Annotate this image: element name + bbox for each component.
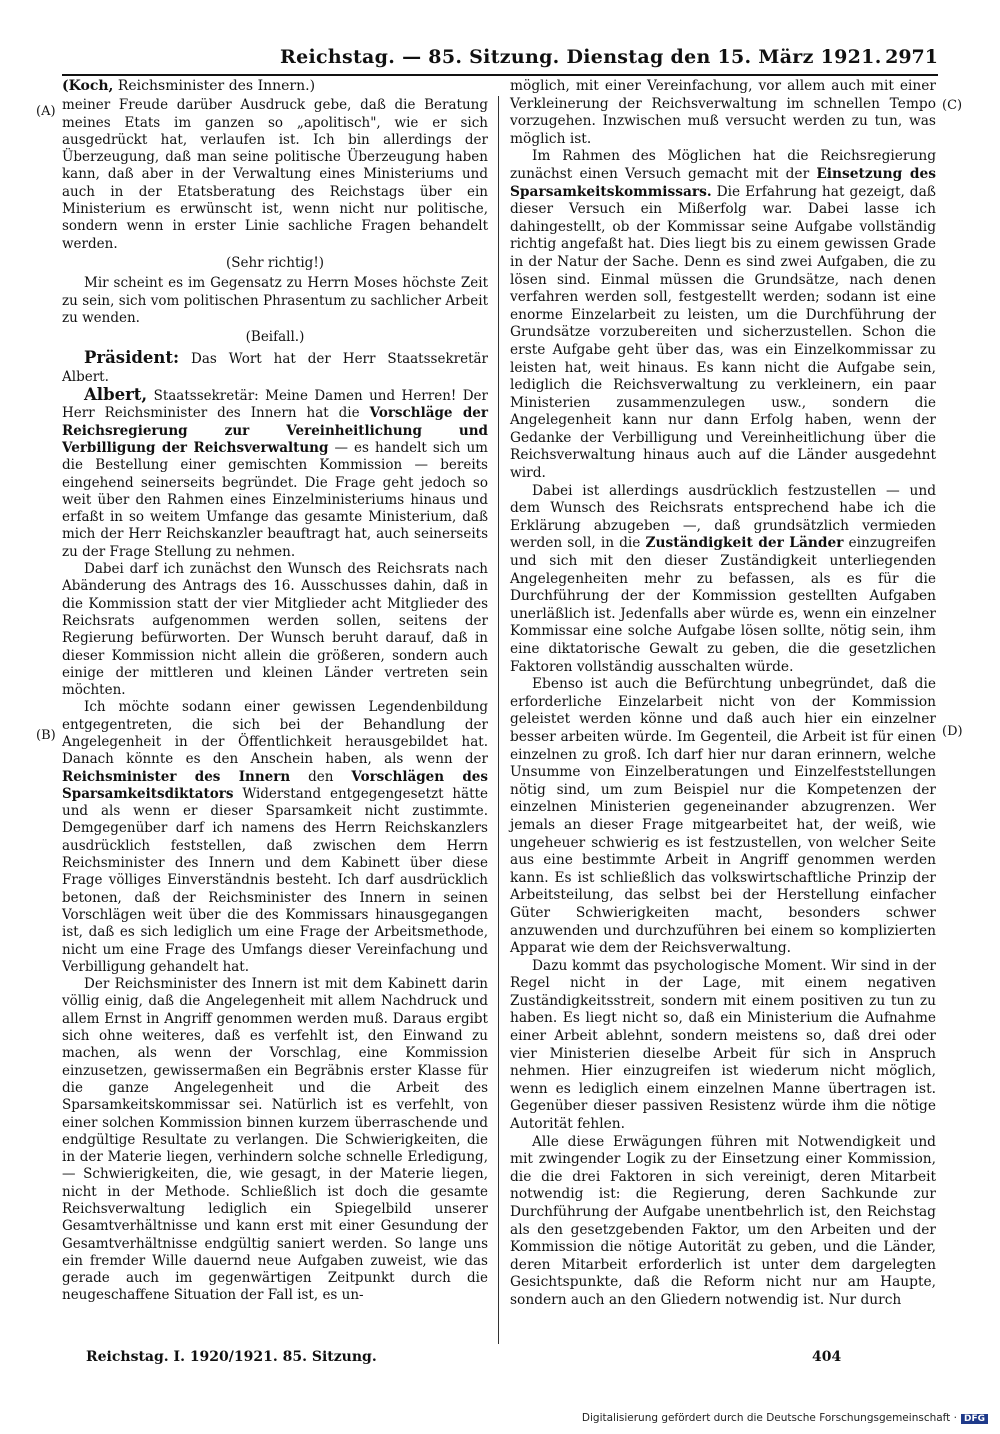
margin-marker-c: (C) (942, 98, 963, 113)
margin-marker-d: (D) (942, 724, 963, 739)
left-column (62, 78, 488, 1305)
left-paragraph-1: meiner Freude darüber Ausdruck gebe, daß die Beratung meines Etats im ganzen so „apolitisch", wie er sich ausgedrückt hat, verlaufen ist. Ich bin allerdings der Überzeugung, daß man seine politische Überzeugung haben kann, daß aber in der Verwaltung eines Ministeriums und auch in der Etatsberatung des Reichstags über ein Ministerium es erwünscht ist, wenn nicht nur politische, sondern wenn in erster Linie sachliche Fragen behandelt werden. (62, 97, 488, 252)
left-paragraph-3: Dabei darf ich zunächst den Wunsch des Reichsrats nach Abänderung des Antrags des 16. Ausschusses dahin, daß in die Kommission statt der vier Mitglieder acht Mitglieder des Reichsrats aufgenommen werden sollen, seitens der Regierung befürworten. Der Wunsch beruht darauf, daß in dieser Kommission nicht allein die größeren, sondern auch einige der mittleren und kleinen Länder vertreten sein möchten. (62, 561, 488, 699)
albert-label: Albert, (84, 385, 148, 405)
p4-bold-1: Reichsminister des Innern (62, 768, 291, 785)
p4-text-c: Widerstand entgegengesetzt hätte und als wenn er dieser Sparsamkeit nicht zustimmte. Demgegenüber darf ich namens des Herrn Reichskanzlers ausdrücklich feststellen, daß zwischen dem Herrn Reichsminister des Innern und dem Kabinett über diese Frage völliges Einverständnis besteht. Ich darf ausdrücklich betonen, daß der Reichsminister des Innern in seinen Vorschlägen weit über die des Kommissars hinausgegangen ist, daß es sich lediglich um eine Frage der Arbeitsmethode, nicht um eine Frage des Umfangs dieser Vereinfachung und Verbilligung gehandelt hat. (62, 785, 488, 975)
left-paragraph-2: Mir scheint es im Gegensatz zu Herrn Moses höchste Zeit zu sein, sich vom politischen Phrasentum zu sachlicher Arbeit zu wenden. (62, 275, 488, 326)
margin-marker-a: (A) (36, 104, 56, 119)
dfg-credit-text: Digitalisierung gefördert durch die Deutsche Forschungsgemeinschaft · (581, 1412, 957, 1424)
column-divider (498, 96, 499, 1344)
left-paragraph-4 (62, 699, 488, 976)
header-title: Reichstag. — 85. Sitzung. Dienstag den 15. März 1921. (280, 46, 882, 68)
president-statement (62, 349, 488, 386)
r-p2-bold: Einsetzung des Sparsamkeitskommissars. (510, 165, 936, 200)
p4-text-b: den (290, 768, 352, 785)
right-paragraph-2 (510, 148, 936, 482)
right-paragraph-6: Alle diese Erwägungen führen mit Notwendigkeit und mit zwingender Logik zu der Einsetzung einer Kommission, die die drei Faktoren in sich vereinigt, deren Mitarbeit notwendig ist: die Regierung, deren Sachkunde zur Durchführung der Aufgabe unentbehrlich ist, den Reichstag als den gesetzgebenden Faktor, um den Arbeiten und der Kommission die nötige Autorität zu geben, und die Länder, deren Mitarbeit erforderlich ist unter dem dargelegten Gesichtspunkte, daß die Reform nicht nur am Haupte, sondern auch an den Gliedern notwendig ist. Nur durch (510, 1133, 936, 1308)
president-label: Präsident: (84, 348, 180, 368)
p4-bold-2: Vorschlägen des Sparsamkeitsdiktators (62, 768, 488, 802)
president-text: Das Wort hat der Herr Staatssekretär Albert. (62, 351, 488, 385)
speaker-role: Reichsminister des Innern.) (113, 78, 316, 94)
header-rule (62, 74, 938, 76)
page-number: 2971 (885, 46, 938, 68)
interjection-beifall: (Beifall.) (245, 329, 305, 346)
right-paragraph-5: Dazu kommt das psychologische Moment. Wir sind in der Regel nicht in der Lage, mit einem negativen Zuständigkeitsstreit, sondern mit einem positiven zu tun zu haben. Es liegt nicht so, daß ein Ministerium die Aufnahme einer Arbeit ablehnt, sondern meistens so, daß drei oder vier Ministerien dieselbe Arbeit für sich in Anspruch nehmen. Hier einzugreifen ist wiederum nicht möglich, wenn es lediglich einem einzelnen Manne übertragen ist. Gegenüber dieser passiven Resistenz würde ihm die nötige Autorität fehlen. (510, 957, 936, 1133)
right-column (510, 78, 936, 1310)
left-paragraph-5: Der Reichsminister des Innern ist mit dem Kabinett darin völlig einig, daß die Angelegenheit mit allem Nachdruck und allem Ernst in Angriff genommen werden muß. Daraus ergibt sich ohne weiteres, daß es verfehlt ist, den Einwand zu machen, als wenn der Vorschlag, eine Kommission einzusetzen, gewissermaßen ein Begräbnis erster Klasse für die ganze Angelegenheit und die Arbeit des Sparsamkeitskommissar sei. Natürlich ist es verfehlt, von einer solchen Kommission binnen kurzem überraschende und endgültige Resultate zu verlangen. Die Schwierigkeiten, die in der Materie liegen, verhindern solche schnelle Erledigung, — Schwierigkeiten, die, wie gesagt, in der Materie liegen, nicht in der Methode. Schließlich ist doch die gesamte Reichsverwaltung lediglich ein Spiegelbild unserer Gesamtverhältnisse und kann erst mit einer Gesundung der Gesamtverhältnisse endgültig saniert werden. So lange uns ein fremder Wille dauernd neue Aufgaben zuweist, wie das gerade auch im gegenwärtigen Zeitpunkt durch die neugeschaffene Situation der Fall ist, es un- (62, 976, 488, 1304)
interjection-sehr-richtig: (Sehr richtig!) (225, 254, 325, 271)
speaker-name: (Koch, (62, 78, 114, 94)
r-p3-bold: Zuständigkeit der Länder (645, 535, 844, 552)
dfg-logo-icon: DFG (961, 1414, 988, 1424)
dfg-credit (582, 1412, 988, 1424)
r-p2-text-b: Die Erfahrung hat gezeigt, daß dieser Versuch ein Mißerfolg war. Dabei lasse ich dahingestellt, ob der Kommissar seine Aufgabe vollständig richtig angefaßt hat. Dies liegt bis zu einem gewissen Grade in der Natur der Sache. Denn es sind zwei Aufgaben, die zu lösen sind. Einmal müssen die Grundsätze, nach denen verfahren werden soll, festgestellt werden; sodann ist eine enorme Einzelarbeit zu leisten, um die Durchführung der Grundsätze vorzubereiten und sicherzustellen. Schon die erste Aufgabe geht über das, was ein Einzelkommissar zu leisten hat, weit hinaus. Es kann nicht die Aufgabe sein, lediglich die Reichsverwaltung zu verkleinern, ein paar Ministerien zusammenzulegen usw., sondern die Angelegenheit kann nur dann Erfolg haben, wenn der Gedanke der Verbilligung und Vereinheitlichung über die Reichsverwaltung hinaus auch auf die Länder ausgedehnt wird. (510, 183, 936, 482)
right-paragraph-4: Ebenso ist auch die Befürchtung unbegründet, daß die erforderliche Einzelarbeit nicht von der Kommission geleistet werden könne und daß auch hier ein einzelner besser arbeiten würde. Im Gegenteil, die Arbeit ist für einen einzelnen zu groß. Ich darf hier nur daran erinnern, welche Unsumme von Einzelberatungen und Einzelfeststellungen nötig sind, um zum Beispiel nur die Kompetenzen der einzelnen Ministerien gegeneinander abzugrenzen. Wer jemals an dieser Frage mitgearbeitet hat, der weiß, wie ungeheuer schwierig es ist festzustellen, von welcher Seite aus eine bestimmte Arbeit in Angriff genommen werden kann. Es ist schließlich das volkswirtschaftliche Prinzip der Arbeitsteilung, das selbst bei der Herstellung einfacher Güter Schwierigkeiten macht, besonders schwer anzuwenden und durchzuführen bei einem so komplizierten Apparat wie dem der Reichsverwaltung. (510, 676, 936, 957)
page-header (280, 44, 938, 70)
albert-statement (62, 386, 488, 561)
right-paragraph-1: möglich, mit einer Vereinfachung, vor allem auch mit einer Verkleinerung der Reichsverwaltung im schnellen Tempo vorzugehen. Inzwischen muß versucht werden zu tun, was möglich ist. (510, 78, 936, 147)
margin-marker-b: (B) (36, 728, 56, 743)
r-p3-text-a: Dabei ist allerdings ausdrücklich festzustellen — und dem Wunsch des Reichsrats entsprechend habe ich die Erklärung abzugeben —, daß grundsätzlich vermieden werden soll, in die (510, 482, 936, 552)
right-paragraph-3 (510, 483, 936, 677)
footer-sheet-number: 404 (812, 1349, 842, 1365)
r-p2-text-a: Im Rahmen des Möglichen hat die Reichsregierung zunächst einen Versuch gemacht mit der (510, 148, 936, 182)
speaker-line (62, 78, 488, 95)
albert-text-b: — es handelt sich um die Bestellung einer gemischten Kommission — bereits eingehend seinerseits begründet. Die Frage geht jedoch so weit über den Rahmen eines Einzelministeriums hinaus und erfaßt in so weitem Umfange das gesamte Ministerium, daß mich der Herr Reichskanzler beauftragt hat, auch seinerseits zu der Frage Stellung zu nehmen. (62, 439, 488, 560)
albert-text-a: Staatssekretär: Meine Damen und Herren! Der Herr Reichsminister des Innern hat die (62, 388, 488, 422)
albert-bold-phrase: Vorschläge der Reichsregierung zur Vereinheitlichung und Verbilligung der Reichsverwaltung (62, 405, 488, 456)
r-p3-text-b: einzugreifen und sich mit den dieser Zuständigkeit unterliegenden Angelegenheiten mehr zu befassen, als es für die Durchführung der der Kommission gestellten Aufgaben unerläßlich ist. Jedenfalls aber würde es, wenn ein einzelner Kommissar eine solche Aufgabe lösen sollte, nötig sein, ihm eine diktatorische Gewalt zu geben, die die gesetzlichen Faktoren vollständig ausschalten würde. (510, 535, 936, 675)
p4-text-a: Ich möchte sodann einer gewissen Legendenbildung entgegentreten, die sich bei der Behandlung der Angelegenheit in der Öffentlichkeit herausgebildet hat. Danach könnte es den Anschein haben, als wenn der (62, 699, 488, 768)
footer-citation: Reichstag. I. 1920/1921. 85. Sitzung. (86, 1349, 377, 1365)
